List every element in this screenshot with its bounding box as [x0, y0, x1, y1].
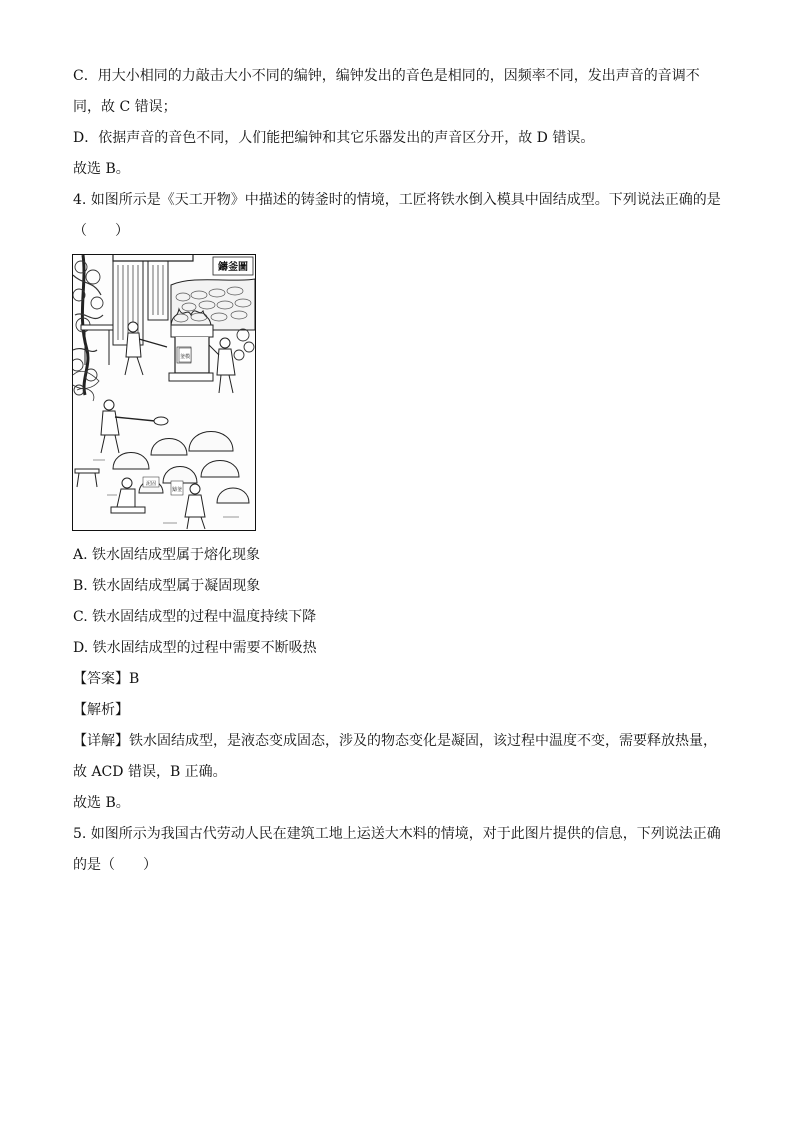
answer-label: 【答案】B: [73, 671, 140, 687]
question4-stem-line2: （ ）: [73, 223, 129, 239]
prev-conclusion: 故选 B。: [73, 161, 130, 177]
question5-stem-line1: 5. 如图所示为我国古代劳动人民在建筑工地上运送大木料的情境，对于此图片提供的信息，下列说法正确: [73, 826, 721, 842]
figure-label-2: 泥固: [145, 481, 157, 487]
option-c-line2: 同，故 C 错误；: [73, 99, 177, 115]
figure-title: 鑄釜圖: [218, 262, 248, 273]
question4-conclusion: 故选 B。: [73, 795, 130, 811]
question4-option-d: D. 铁水固结成型的过程中需要不断吸热: [73, 640, 317, 656]
casting-woodcut-illustration: [72, 254, 256, 531]
question4-option-c: C. 铁水固结成型的过程中温度持续下降: [73, 609, 317, 625]
figure-label-3: 鑄釜: [171, 487, 183, 493]
detail-line2: 故 ACD 错误，B 正确。: [73, 764, 227, 780]
question4-stem-line1: 4. 如图所示是《天工开物》中描述的铸釜时的情境，工匠将铁水倒入模具中固结成型。下列说法正确的是: [73, 192, 721, 208]
question5-stem-line2: 的是（ ）: [73, 857, 157, 873]
question4-option-b: B. 铁水固结成型属于凝固现象: [73, 578, 261, 594]
blank-area: [73, 890, 721, 1090]
option-c-line1: C．用大小相同的力敲击大小不同的编钟，编钟发出的音色是相同的，因频率不同，发出声音的音调不: [73, 68, 700, 84]
analysis-heading: 【解析】: [73, 702, 129, 718]
woodcut-drawing: [73, 255, 255, 530]
option-d-line: D．依据声音的音色不同，人们能把编钟和其它乐器发出的声音区分开，故 D 错误。: [73, 130, 595, 146]
question4-option-a: A. 铁水固结成型属于熔化现象: [73, 547, 261, 563]
detail-line1: 【详解】铁水固结成型，是液态变成固态，涉及的物态变化是凝固，该过程中温度不变，需要释放热量，: [73, 733, 717, 749]
figure-label-1: 釜模: [179, 354, 191, 360]
